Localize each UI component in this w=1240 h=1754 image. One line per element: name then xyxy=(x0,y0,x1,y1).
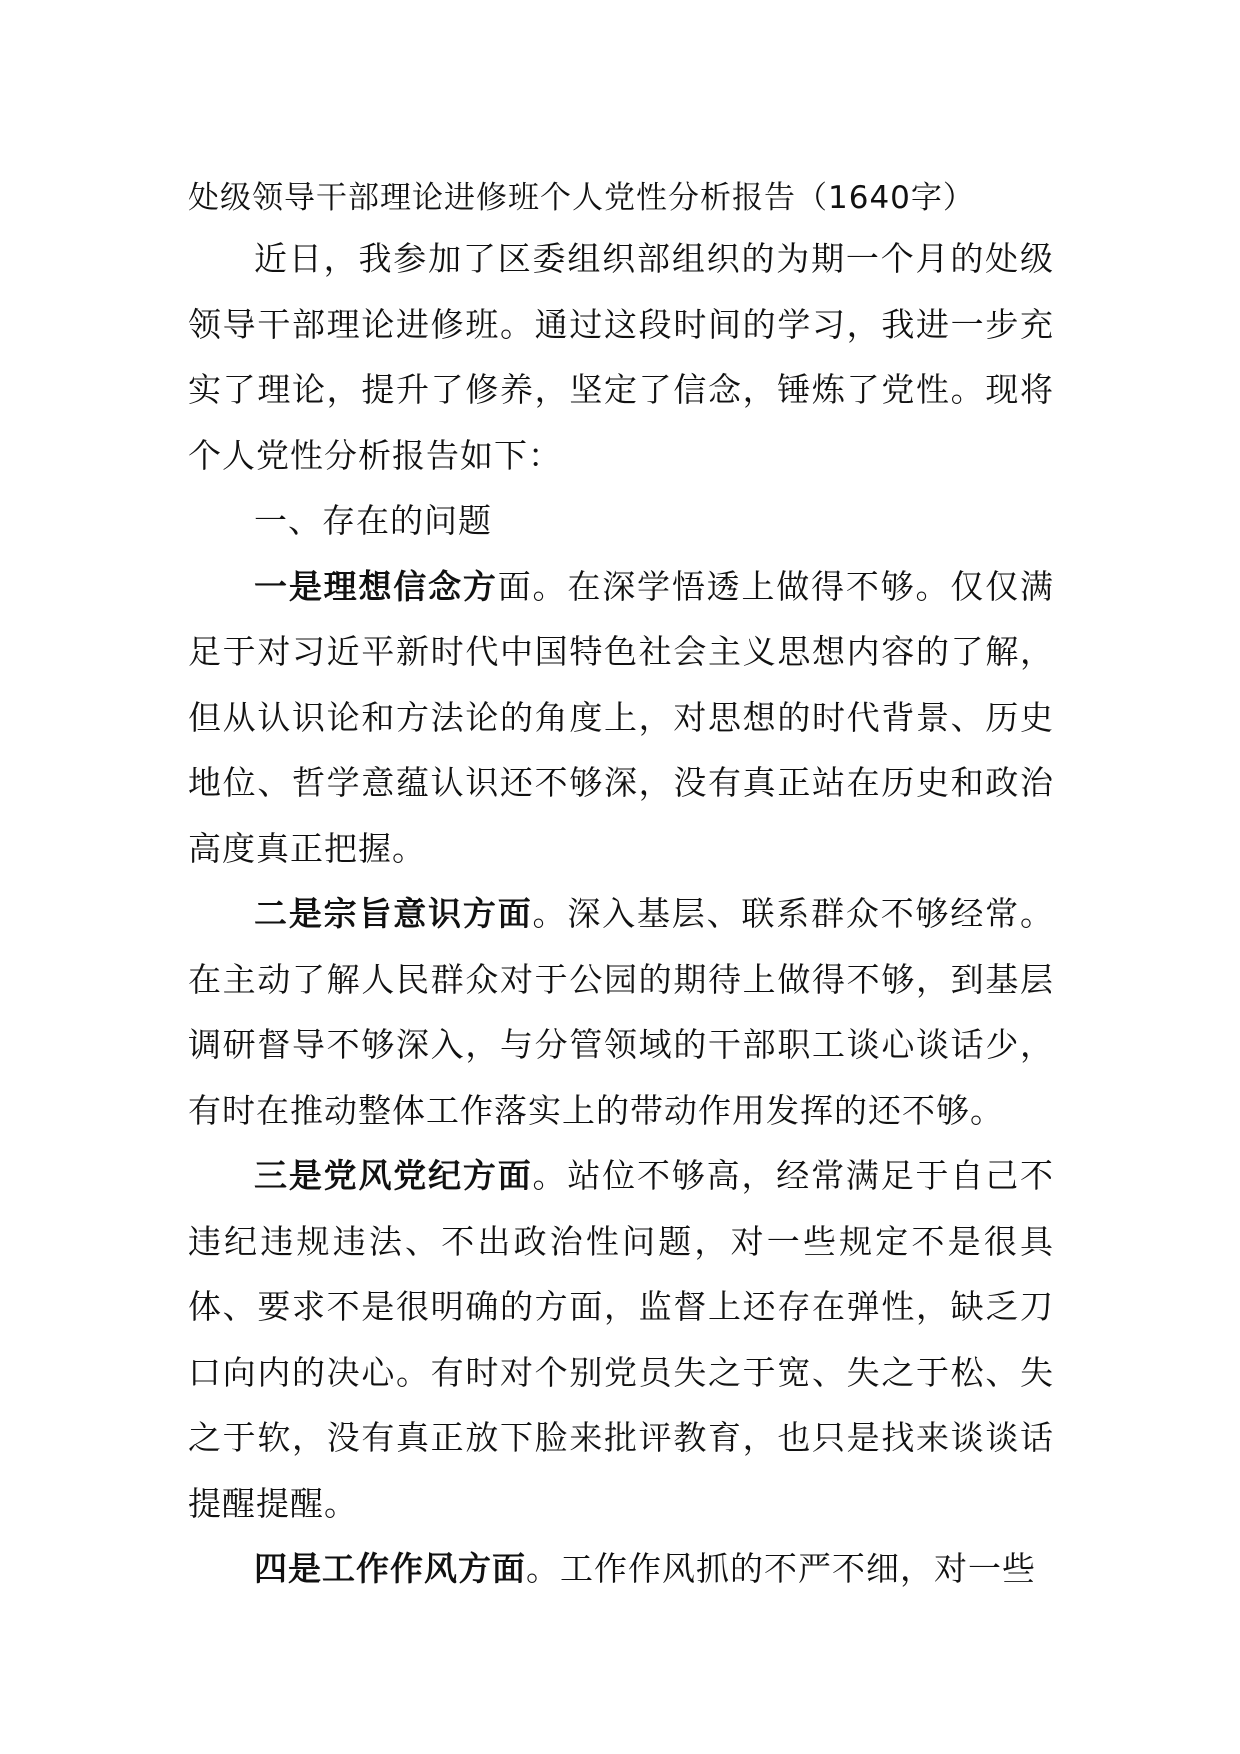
section-heading: 一、存在的问题 xyxy=(254,501,492,540)
problem-text-1: 面。在深学悟透上做得不够。仅仅满足于对习近平新时代中国特色社会主义思想内容的了解，但从认识论和方法论的角度上，对思想的时代背景、历史地位、哲学意蕴认识还不够深，没有真正站在历史和政治高度真正把握。 xyxy=(188,566,1055,868)
problem-paragraph-4 xyxy=(188,1536,1054,1602)
problem-paragraph-3 xyxy=(188,1143,1054,1536)
document-title: 处级领导干部理论进修班个人党性分析报告（1640字） xyxy=(188,180,975,216)
problem-lead-4: 四是工作作风方面 xyxy=(254,1549,526,1588)
problem-lead-2: 二是宗旨意识方面 xyxy=(254,894,533,933)
problem-text-2: 。深入基层、联系群众不够经常。在主动了解人民群众对于公园的期待上做得不够，到基层调研督导不够深入，与分管领域的干部职工谈心谈话少，有时在推动整体工作落实上的带动作用发挥的还不够。 xyxy=(188,894,1055,1130)
problem-lead-3: 三是党风党纪方面 xyxy=(254,1156,533,1195)
document-body xyxy=(188,170,1054,1602)
problem-paragraph-1 xyxy=(188,554,1054,882)
intro-paragraph: 近日，我参加了区委组织部组织的为期一个月的处级领导干部理论进修班。通过这段时间的学习，我进一步充实了理论，提升了修养，坚定了信念，锤炼了党性。现将个人党性分析报告如下： xyxy=(188,239,1054,475)
problem-text-3: 。站位不够高，经常满足于自己不违纪违规违法、不出政治性问题，对一些规定不是很具体、要求不是很明确的方面，监督上还存在弹性，缺乏刀口向内的决心。有时对个别党员失之于宽、失之于松、失之于软，没有真正放下脸来批评教育，也只是找来谈谈话提醒提醒。 xyxy=(188,1156,1055,1523)
problem-lead-1: 一是理想信念方 xyxy=(254,566,498,606)
problem-paragraph-2 xyxy=(188,881,1054,1143)
problem-text-4: 。工作作风抓的不严不细，对一些 xyxy=(526,1549,1036,1588)
